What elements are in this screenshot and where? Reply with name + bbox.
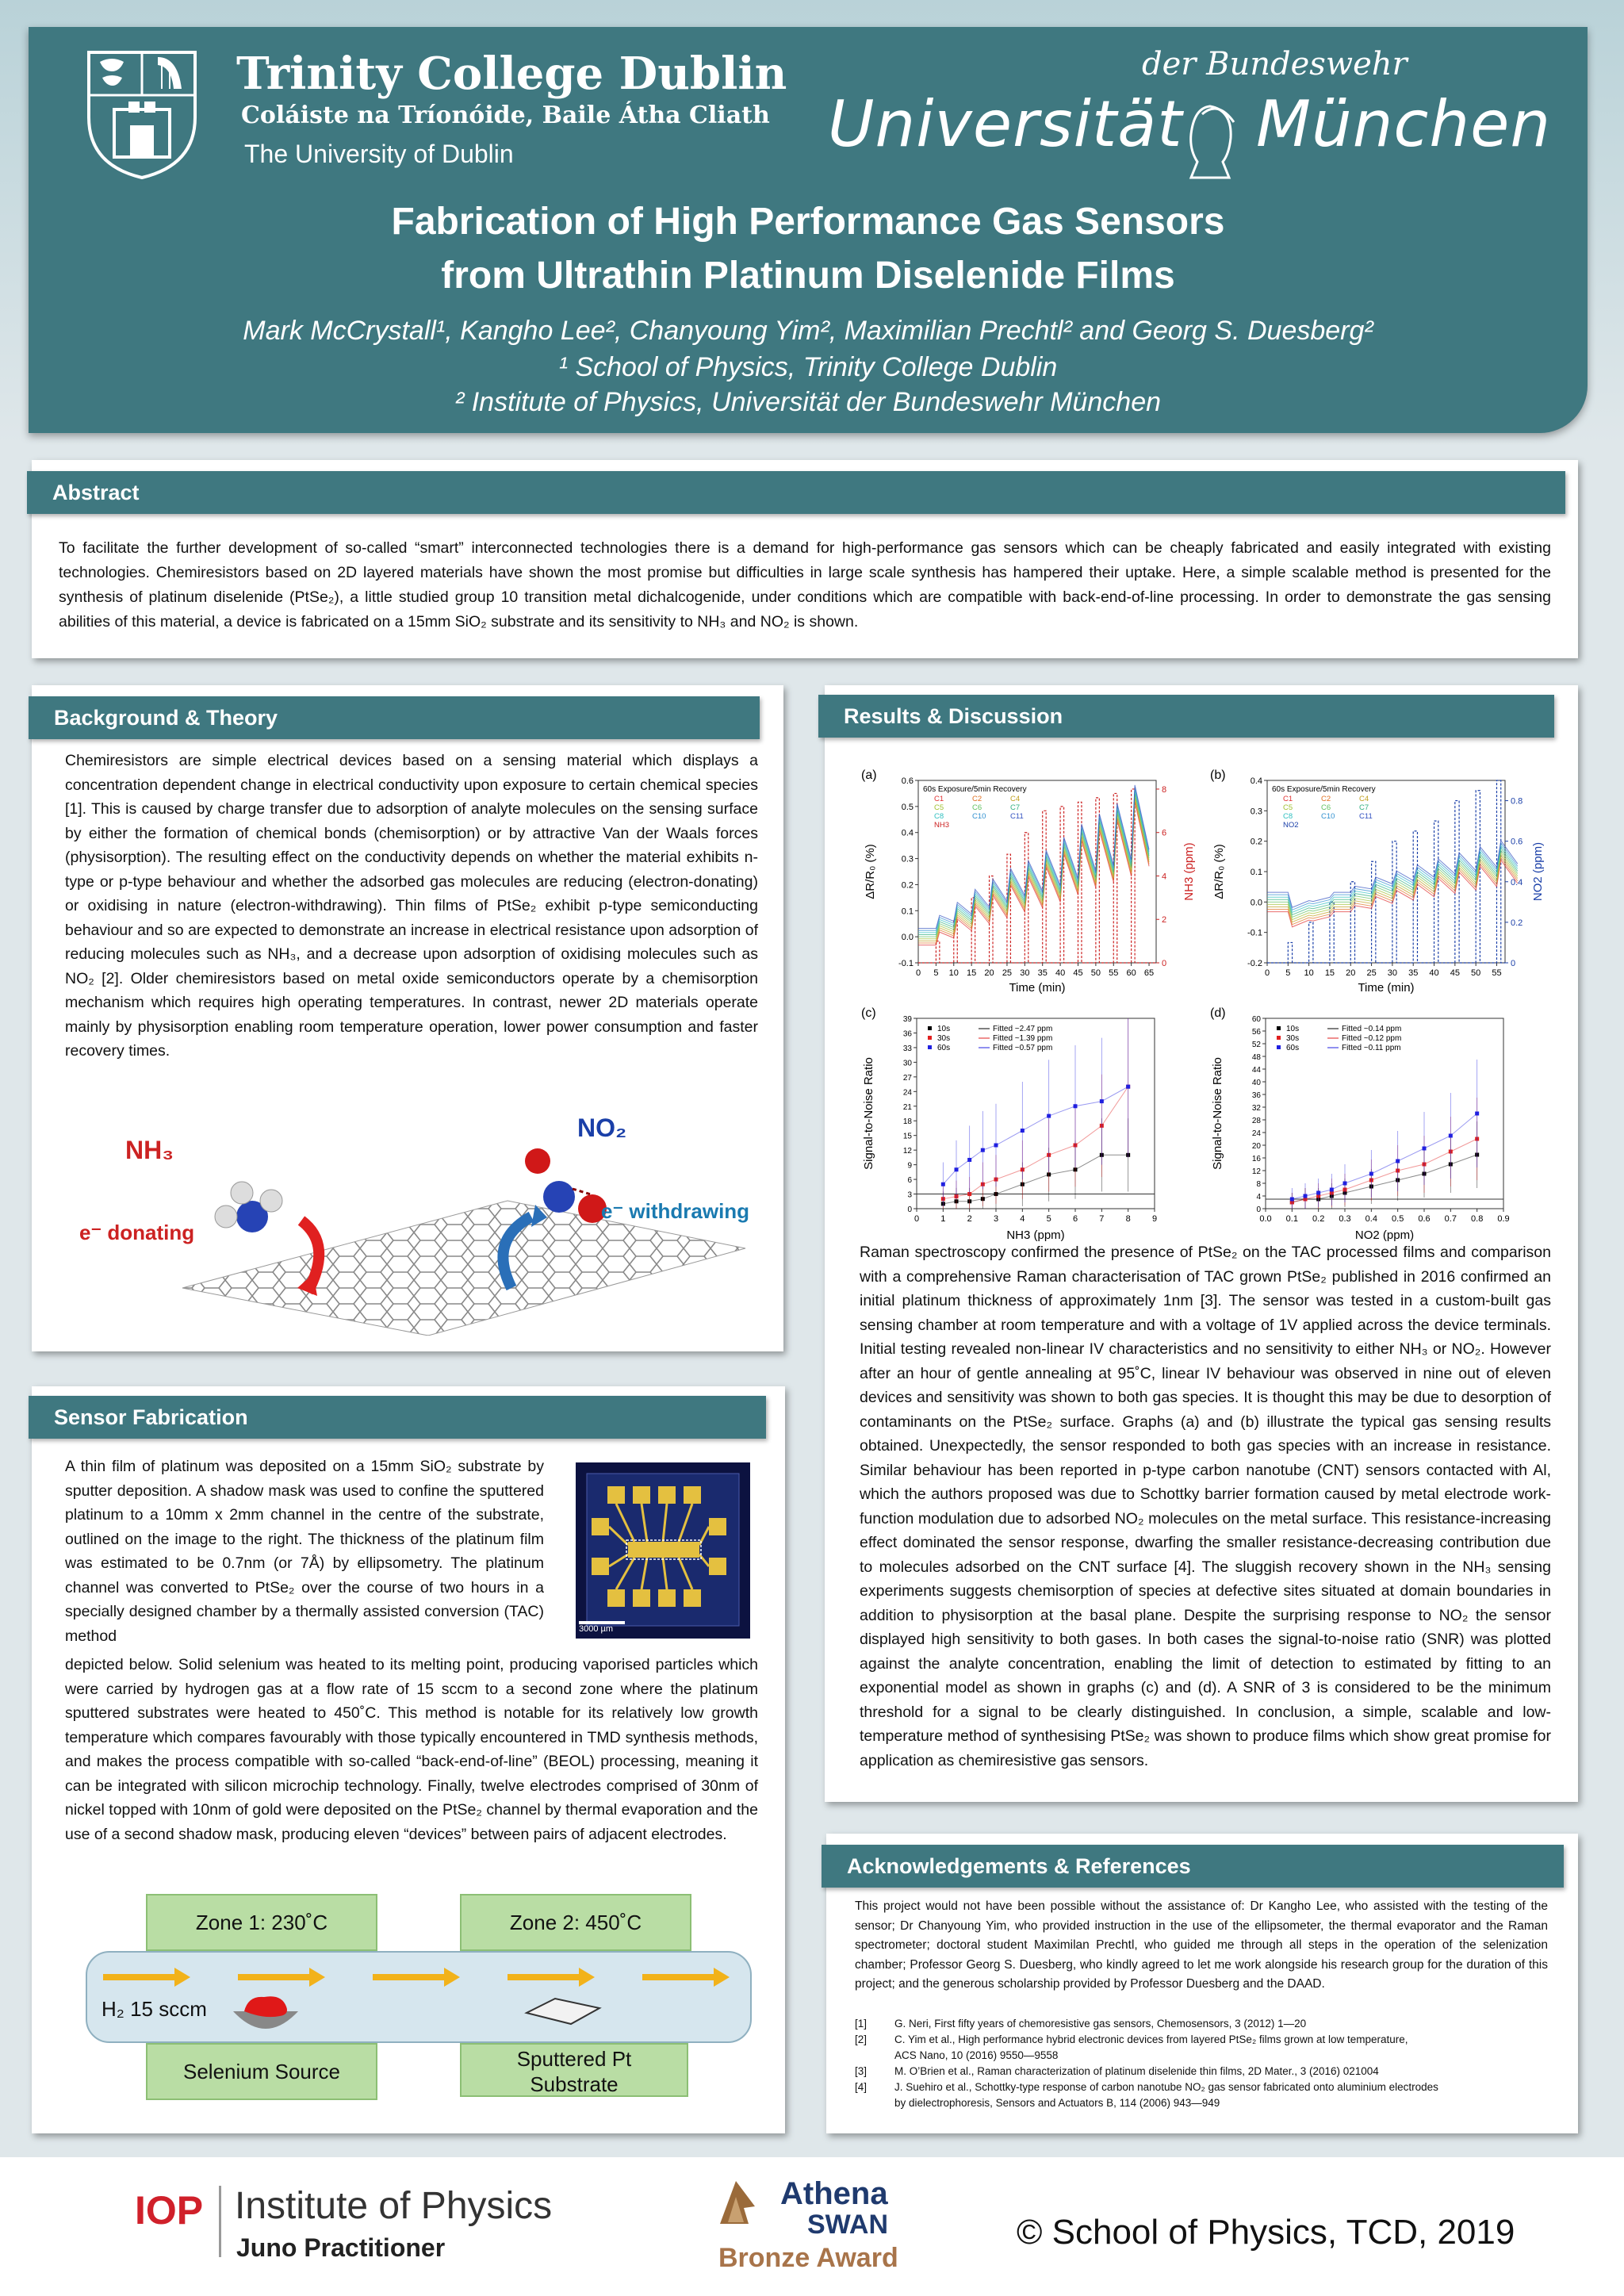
athena-text: Athena — [780, 2176, 888, 2211]
iop-name: Institute of Physics — [235, 2185, 553, 2227]
data-point — [1304, 1194, 1308, 1198]
legend-entry: C8 — [934, 812, 944, 821]
legend-marker — [1277, 1036, 1281, 1040]
results-text: Raman spectroscopy confirmed the presence of PtSe₂ on the TAC processed films and comparison with a comprehensive Raman characterisation of TAC grown PtSe₂ published in 2016 confirmed an initial platinum thickness of approximately 1nm [3]. The sensor was tested in a custom-built gas sensing chamber at room temperature and with a voltage of 1V applied across the device terminals. Initial testing revealed non-linear IV characteristics and no sensitivity to either NH₃ or NO₂. However after an hour of gentle annealing at 95˚C, linear IV behaviour was observed in nine out of eleven devices and sensitivity was shown to both gas species. It is thought this may be due to desorption of contaminants on the PtSe₂ surface. Graphs (a) and (b) illustrate the typical gas sensing results obtained. Unexpectedly, the sensor responded to both gas species with an increase in resistance. Similar behaviour has been reported in p-type carbon nanotube (CNT) sensors contacted with Al, which the authors proposed was due to Schottky barrier formation caused by metal electrode work-function modulation due to adsorbed NO₂ molecules on the metal surface. This resistance-increasing effect dominated the sensor response, dwarfing the smaller resistance-decreasing contribution due to molecules adsorbed on the CNT surface [4]. The sluggish recovery shown in the NH₃ sensing experiments suggests chemisorption of species at defective sites situated at domain boundaries in addition to physisorption at the basal plane. Despite the surprising response to NO₂ the sensor displayed high sensitivity to both gases. In both cases the signal-to-noise ratio (SNR) was plotted against the analyte concentration, enabling the limit of detection to estimated by fitting to an exponential model as shown in graphs (c) and (d). A SNR of 3 is considered to be the minimum threshold for a signal to be clearly distinguished. In conclusion, a simple, scalable and low-temperature method of synthesising PtSe₂ was shown to produce films which show great promise for application as chemiresistive gas sensors. — [860, 1244, 1551, 1769]
y-tick-label: 0 — [907, 1205, 912, 1214]
x-tick-label: 50 — [1090, 968, 1101, 978]
selenium-boat-icon — [230, 1991, 301, 2037]
acknowledgements-heading: Acknowledgements & References — [822, 1845, 1564, 1888]
panel-label: (b) — [1210, 769, 1226, 782]
fabrication-text-a: A thin film of platinum was deposited on a 15mm SiO₂ substrate by sputter deposition. A shadow mask was used to confine the sputtered platinum to a 10mm x 2mm channel in the centre of the substrate, outlined on the image to the right. The thickness of the platinum film was estimated to be 0.7nm (or 7Å) by ellipsometry. The platinum channel was converted to PtSe₂ over the course of two hours in a specially designed chamber by a thermally assisted conversion (TAC) method — [65, 1458, 544, 1645]
legend-entry: 60s — [1286, 1044, 1300, 1052]
y-tick-label: 36 — [1251, 1091, 1261, 1100]
x-tick-label: 1 — [940, 1214, 946, 1224]
y-tick-label: 52 — [1251, 1041, 1261, 1049]
y-tick-label: 39 — [902, 1015, 912, 1024]
unibw-word-munchen: München — [1256, 87, 1552, 161]
legend-entry: 30s — [1286, 1034, 1300, 1043]
device-photo — [576, 1462, 750, 1639]
flow-arrows-icon — [103, 1965, 737, 1989]
x-tick-label: 9 — [1151, 1214, 1158, 1224]
y-tick-label: 0.0 — [1250, 898, 1262, 908]
reference-text: by dielectrophoresis, Sensors and Actuators B, 114 (2006) 943—949 — [894, 2097, 1220, 2109]
x-tick-label: 0 — [914, 1214, 920, 1224]
y-tick-label: 8 — [1256, 1180, 1261, 1189]
data-point — [1316, 1191, 1320, 1195]
data-point — [1290, 1198, 1294, 1202]
data-point — [941, 1182, 945, 1186]
reference-number: [3] — [855, 2065, 868, 2077]
header-banner — [29, 27, 1588, 433]
abstract-panel — [32, 460, 1578, 658]
plot-frame — [1267, 780, 1505, 963]
label-e-withdrawing: e⁻ withdrawing — [601, 1199, 750, 1223]
legend-fit-entry: Fitted ~1.39 ppm — [993, 1034, 1053, 1043]
y-tick-label: 16 — [1251, 1155, 1261, 1163]
x-tick-label: 7 — [1099, 1214, 1105, 1224]
y-tick-label: 27 — [902, 1073, 912, 1083]
x-tick-label: 0.9 — [1497, 1214, 1510, 1224]
y-tick-label: 0.5 — [901, 802, 914, 812]
iop-divider — [219, 2186, 221, 2257]
legend-marker — [928, 1045, 932, 1049]
y-tick-label: 30 — [902, 1059, 912, 1068]
bronze-award-text: Bronze Award — [718, 2243, 898, 2273]
x-tick-label: 0.8 — [1471, 1214, 1484, 1224]
x-tick-label: 0.4 — [1365, 1214, 1377, 1224]
data-point — [1369, 1172, 1373, 1176]
gas-flow-label: H₂ 15 sccm — [102, 1997, 207, 2021]
y-tick-label: 0.4 — [1250, 776, 1262, 786]
y-axis-label: ΔR/R₀ (%) — [1212, 844, 1226, 899]
label-e-donating: e⁻ donating — [79, 1221, 195, 1244]
copyright: © School of Physics, TCD, 2019 — [1017, 2213, 1515, 2252]
y2-tick-label: 0.2 — [1511, 918, 1523, 928]
y2-tick-label: 0.4 — [1511, 877, 1523, 887]
substrate-label-line2: Substrate — [530, 2072, 619, 2096]
label-nh3: NH₃ — [125, 1136, 174, 1164]
y-tick-label: 18 — [902, 1117, 912, 1127]
legend-entry: NO2 — [1283, 821, 1299, 830]
reference-text: J. Suehiro et al., Schottky-type response of carbon nanotube NO₂ gas sensor fabricated onto aluminium electrodes — [894, 2081, 1438, 2093]
legend-entry: 30s — [937, 1034, 951, 1043]
data-point — [994, 1144, 998, 1148]
x-tick-label: 50 — [1471, 968, 1481, 978]
acknowledgements-text: This project would not have been possible without the assistance of: Dr Kangho Lee, who assisted with the testing of the sensor; Dr Chanyoung Yim, who provided instruction in the use of the ellipsometer, the thermal evaporator and the Raman spectrometer; doctoral student Maximilan Prechtl, who guided me through all steps in the operation of the selenization chamber; Professor Georg S. Duesberg, who kindly agreed to let me work alongside his research group for the duration of this project; and the generous scholarship provided by Professor Duesberg and the DAAD. — [855, 1899, 1548, 1991]
legend-entry: C10 — [1321, 812, 1335, 821]
unibw-word-universitat: Universität — [828, 87, 1183, 161]
x-tick-label: 60 — [1126, 968, 1136, 978]
scale-bar-label: 3000 µm — [579, 1624, 614, 1634]
reference-item — [855, 2048, 1553, 2064]
y-axis-label: Signal-to-Noise Ratio — [862, 1057, 875, 1170]
y-tick-label: 0.1 — [1250, 868, 1262, 877]
x-tick-label: 3 — [993, 1214, 999, 1224]
legend-entry: C5 — [934, 803, 944, 812]
y2-tick-label: 2 — [1162, 915, 1167, 926]
y-tick-label: 0.2 — [1250, 837, 1262, 847]
y-tick-label: 0.4 — [901, 828, 914, 838]
legend-entry: 10s — [1286, 1025, 1300, 1033]
x-tick-label: 35 — [1408, 968, 1419, 978]
y-tick-label: 24 — [1251, 1129, 1261, 1138]
x-tick-label: 5 — [1285, 968, 1291, 978]
reference-text: C. Yim et al., High performance hybrid electronic devices from layered PtSe₂ films grown at low temperature, — [894, 2033, 1408, 2045]
y-tick-label: 12 — [1251, 1167, 1261, 1176]
y-tick-label: 0 — [1256, 1205, 1261, 1214]
data-point — [1074, 1104, 1078, 1108]
panel-label: (a) — [861, 769, 877, 782]
y-tick-label: 32 — [1251, 1104, 1261, 1113]
legend-entry: C11 — [1010, 812, 1024, 821]
iop-sub: Juno Practitioner — [236, 2233, 446, 2262]
tcd-name: Trinity College Dublin — [236, 48, 787, 100]
x-tick-label: 0.3 — [1339, 1214, 1351, 1224]
y-tick-label: 0.1 — [901, 907, 914, 917]
x-tick-label: 45 — [1450, 968, 1460, 978]
y-tick-label: 12 — [902, 1147, 912, 1156]
x-tick-label: 40 — [1055, 968, 1066, 978]
reference-text: M. O’Brien et al., Raman characterization of platinum diselenide thin films, 2D Mater., 3 (2016) 021004 — [894, 2065, 1379, 2077]
x-axis-label: NO2 (ppm) — [1354, 1228, 1415, 1242]
reference-number: [1] — [855, 2018, 868, 2030]
chart-title: 60s Exposure/5min Recovery — [923, 785, 1027, 794]
tcd-irish-name: Coláiste na Tríonóide, Baile Átha Cliath — [241, 102, 770, 129]
y2-axis-label: NH3 (ppm) — [1182, 842, 1196, 901]
data-point — [1021, 1129, 1025, 1133]
x-tick-label: 15 — [967, 968, 977, 978]
panel-label: (c) — [861, 1006, 876, 1020]
y-tick-label: 28 — [1251, 1117, 1261, 1125]
y-tick-label: 0.6 — [901, 776, 914, 786]
legend-entry: C6 — [972, 803, 982, 812]
data-point — [981, 1148, 985, 1152]
y-tick-label: 0.0 — [901, 933, 914, 943]
data-point — [1343, 1182, 1347, 1186]
acknowledgements-panel — [826, 1834, 1578, 2133]
background-panel — [32, 685, 783, 1351]
legend-entry: C11 — [1359, 812, 1373, 821]
data-point — [1047, 1114, 1051, 1118]
x-tick-label: 4 — [1020, 1214, 1025, 1224]
unibw-der-bundeswehr: der Bundeswehr — [1142, 46, 1408, 82]
x-tick-label: 45 — [1073, 968, 1083, 978]
tcd-subtitle: The University of Dublin — [244, 140, 514, 168]
nh3-molecule-icon — [215, 1182, 282, 1232]
y-tick-label: 44 — [1251, 1066, 1261, 1075]
background-text: Chemiresistors are simple electrical devices based on a sensing material which displays a concentration dependent change in electrical conductivity upon exposure to certain chemical species [1]. This is caused by charge transfer due to adsorption of analyte molecules on the sensing surface by either the formation of chemical bonds (chemisorption) or by attractive Van der Waals forces (physisorption). The resulting effect on the conductivity depends on whether the material exhibits n-type or p-type behaviour and whether the adsorbed gas molecules are reducing (electron-donating) or oxidising in nature (electron-withdrawing). Thin films of PtSe₂ exhibit p-type semiconducting behaviour and so are expected to demonstrate an increase in electrical resistance upon adsorption of reducing molecules such as NH₃, and a decrease upon adsorption of oxidising molecules such as NO₂ [2]. Older chemiresistors based on metal oxide semiconductors operate by a chemisorption mechanism which requires high operating temperatures. In contrast, newer 2D materials operate mainly by physisorption enabling room temperature operation, lower power consumption and faster recovery times. — [65, 752, 758, 1060]
x-axis-label: Time (min) — [1358, 981, 1415, 995]
y-tick-label: 6 — [907, 1176, 912, 1186]
legend-entry: C6 — [1321, 803, 1331, 812]
swan-text: SWAN — [807, 2210, 888, 2240]
y-tick-label: -0.2 — [1247, 959, 1262, 968]
y-tick-label: 3 — [907, 1190, 912, 1200]
results-heading: Results & Discussion — [818, 695, 1554, 738]
y-tick-label: 48 — [1251, 1053, 1261, 1062]
zone2-box: Zone 2: 450˚C — [460, 1894, 691, 1951]
y-tick-label: 0.3 — [1250, 807, 1262, 817]
x-tick-label: 65 — [1143, 968, 1155, 978]
legend-entry: NH3 — [934, 821, 950, 830]
selenium-source-box: Selenium Source — [146, 2043, 377, 2100]
x-tick-label: 0.1 — [1285, 1214, 1298, 1224]
y2-tick-label: 0.6 — [1511, 837, 1523, 847]
reference-item — [855, 2064, 1553, 2079]
authors: Mark McCrystall¹, Kangho Lee², Chanyoung Yim², Maximilian Prechtl² and Georg S. Duesberg² — [243, 316, 1373, 346]
reference-item — [855, 2079, 1553, 2095]
legend-fit-entry: Fitted ~0.12 ppm — [1342, 1034, 1402, 1043]
legend-entry: C5 — [1283, 803, 1293, 812]
x-tick-label: 5 — [1046, 1214, 1051, 1224]
x-tick-label: 0 — [1264, 968, 1270, 978]
legend-fit-entry: Fitted ~0.11 ppm — [1342, 1044, 1401, 1052]
x-tick-label: 0.7 — [1444, 1214, 1457, 1224]
reference-item — [855, 2032, 1553, 2048]
reference-text: ACS Nano, 10 (2016) 9550—9558 — [894, 2049, 1059, 2061]
y-tick-label: 40 — [1251, 1079, 1261, 1087]
y-tick-label: 33 — [902, 1044, 912, 1053]
iop-mark: IOP — [135, 2188, 204, 2233]
reference-number: [2] — [855, 2033, 868, 2045]
x-tick-label: 6 — [1072, 1214, 1078, 1224]
x-tick-label: 0.2 — [1312, 1214, 1325, 1224]
x-axis-label: Time (min) — [1009, 981, 1066, 995]
x-tick-label: 15 — [1324, 968, 1335, 978]
legend-marker — [1277, 1026, 1281, 1030]
legend-entry: C2 — [972, 795, 982, 803]
poster-title-line2: from Ultrathin Platinum Diselenide Films — [441, 255, 1175, 297]
y2-tick-label: 0 — [1162, 959, 1167, 968]
legend-fit-entry: Fitted ~2.47 ppm — [993, 1025, 1053, 1033]
y-tick-label: 15 — [902, 1132, 912, 1141]
x-tick-label: 20 — [1346, 968, 1356, 978]
x-tick-label: 5 — [933, 968, 939, 978]
abstract-text: To facilitate the further development of so-called “smart” interconnected technologies there is a demand for high-performance gas sensors which can be cheaply fabricated and easily integrated with existing technologies. Chemiresistors based on 2D layered materials have shown the most promise but difficulties in large scale synthesis has hampered their uptake. Here, a simple scalable method is presented for the synthesis of platinum diselenide (PtSe₂), a little studied group 10 transition metal dichalcogenide, under conditions which are compatible with back-end-of-line processing. In order to demonstrate the gas sensing abilities of this material, a device is fabricated on a 15mm SiO₂ substrate and its sensitivity to NH₃ and NO₂ is shown. — [59, 539, 1551, 631]
substrate-label-line1: Sputtered Pt — [516, 2047, 632, 2071]
x-tick-label: 55 — [1109, 968, 1119, 978]
y2-tick-label: 4 — [1162, 872, 1167, 882]
reference-number: [4] — [855, 2081, 868, 2093]
y-tick-label: 36 — [902, 1029, 912, 1039]
x-tick-label: 2 — [967, 1214, 972, 1224]
legend-entry: 10s — [937, 1025, 951, 1033]
fabrication-panel — [32, 1386, 785, 2133]
x-tick-label: 0.0 — [1259, 1214, 1272, 1224]
abstract-heading: Abstract — [27, 471, 1565, 514]
legend-marker — [1277, 1045, 1281, 1049]
y-tick-label: -0.1 — [1247, 928, 1262, 938]
x-tick-label: 30 — [1387, 968, 1398, 978]
footer — [0, 2157, 1624, 2296]
legend-entry: C7 — [1359, 803, 1369, 812]
data-point — [1423, 1147, 1427, 1151]
data-point — [1449, 1134, 1453, 1138]
athena-swan-icon — [712, 2175, 760, 2230]
y2-tick-label: 6 — [1162, 828, 1167, 838]
legend-entry: 60s — [937, 1044, 951, 1052]
x-tick-label: 8 — [1125, 1214, 1131, 1224]
x-tick-label: 10 — [948, 968, 959, 978]
substrate-icon — [523, 1995, 603, 2027]
y2-tick-label: 8 — [1162, 784, 1167, 795]
x-tick-label: 30 — [1020, 968, 1030, 978]
legend-entry: C4 — [1010, 795, 1021, 803]
label-no2: NO₂ — [577, 1114, 627, 1142]
data-point — [955, 1167, 959, 1171]
x-tick-label: 25 — [1002, 968, 1013, 978]
legend-entry: C2 — [1321, 795, 1331, 803]
legend-marker — [928, 1036, 932, 1040]
legend-entry: C1 — [1283, 795, 1293, 803]
data-point — [1475, 1112, 1479, 1116]
reference-item — [855, 2016, 1553, 2032]
y-tick-label: 56 — [1251, 1028, 1261, 1037]
panel-label: (d) — [1210, 1006, 1226, 1020]
results-panel — [825, 685, 1578, 1802]
tcd-crest-icon — [82, 46, 201, 181]
legend-fit-entry: Fitted ~0.14 ppm — [1342, 1025, 1402, 1033]
legend-entry: C4 — [1359, 795, 1369, 803]
data-point — [1100, 1099, 1104, 1103]
x-tick-label: 0.5 — [1392, 1214, 1404, 1224]
legend-marker — [928, 1026, 932, 1030]
zone1-box: Zone 1: 230˚C — [146, 1894, 377, 1951]
affiliation-2: ² Institute of Physics, Universität der Bundeswehr München — [454, 387, 1162, 417]
x-tick-label: 55 — [1492, 968, 1502, 978]
y-tick-label: 21 — [902, 1102, 912, 1112]
y2-tick-label: 0 — [1511, 959, 1516, 968]
substrate-box — [460, 2043, 688, 2097]
y2-axis-label: NO2 (ppm) — [1531, 841, 1545, 902]
legend-entry: C10 — [972, 812, 986, 821]
x-tick-label: 0.6 — [1418, 1214, 1431, 1224]
legend-entry: C8 — [1283, 812, 1293, 821]
reference-text: G. Neri, First fifty years of chemoresistive gas sensors, Chemosensors, 3 (2012) 1—20 — [894, 2018, 1307, 2030]
reference-item — [855, 2095, 1553, 2111]
x-axis-label: NH3 (ppm) — [1006, 1228, 1065, 1242]
affiliation-1: ¹ School of Physics, Trinity College Dublin — [558, 352, 1058, 382]
y-axis-label: Signal-to-Noise Ratio — [1211, 1057, 1224, 1170]
legend-entry: C1 — [934, 795, 944, 803]
chart-title: 60s Exposure/5min Recovery — [1272, 785, 1376, 794]
fabrication-text-b-content: depicted below. Solid selenium was heated to its melting point, producing vaporised particles which were carried by hydrogen gas at a flow rate of 15 sccm to a second zone where the platinum sputtered substrates were heated to 450˚C. This method is notable for its relatively low growth temperature which compares favourably with those typically encountered in TMD synthesis methods, and makes the process compatible with so-called “back-end-of-line” (BEOL) processing, meaning it can be integrated with silicon microchip technology. Finally, twelve electrodes comprised of 30nm of nickel topped with 10nm of gold were deposited on the PtSe₂ channel by thermal evaporation and the use of a second shadow mask, producing eleven “devices” between pairs of adjacent electrodes. — [65, 1656, 758, 1843]
legend-fit-entry: Fitted ~0.57 ppm — [993, 1044, 1053, 1052]
y-tick-label: 60 — [1251, 1015, 1261, 1024]
x-tick-label: 20 — [984, 968, 994, 978]
y-tick-label: 4 — [1256, 1193, 1261, 1202]
y-tick-label: 24 — [902, 1088, 912, 1098]
x-tick-label: 0 — [915, 968, 921, 978]
x-tick-label: 10 — [1304, 968, 1314, 978]
legend-entry: C7 — [1010, 803, 1021, 812]
data-point — [967, 1158, 971, 1162]
data-point — [1126, 1085, 1130, 1089]
background-heading: Background & Theory — [29, 696, 760, 739]
reference-list — [855, 2016, 1553, 2111]
data-point — [1330, 1188, 1334, 1192]
data-point — [1396, 1159, 1400, 1163]
poster-title-line1: Fabrication of High Performance Gas Sensors — [391, 201, 1225, 243]
x-tick-label: 35 — [1037, 968, 1048, 978]
y-tick-label: 20 — [1251, 1142, 1261, 1151]
y-tick-label: -0.1 — [898, 959, 914, 968]
x-tick-label: 25 — [1366, 968, 1377, 978]
y-tick-label: 0.2 — [901, 880, 914, 891]
y-tick-label: 0.3 — [901, 854, 914, 864]
fabrication-heading: Sensor Fabrication — [29, 1396, 766, 1439]
x-tick-label: 40 — [1429, 968, 1439, 978]
athena-head-icon — [1178, 98, 1242, 186]
y2-tick-label: 0.8 — [1511, 796, 1523, 807]
y-axis-label: ΔR/R₀ (%) — [864, 844, 877, 899]
y-tick-label: 9 — [907, 1161, 912, 1171]
